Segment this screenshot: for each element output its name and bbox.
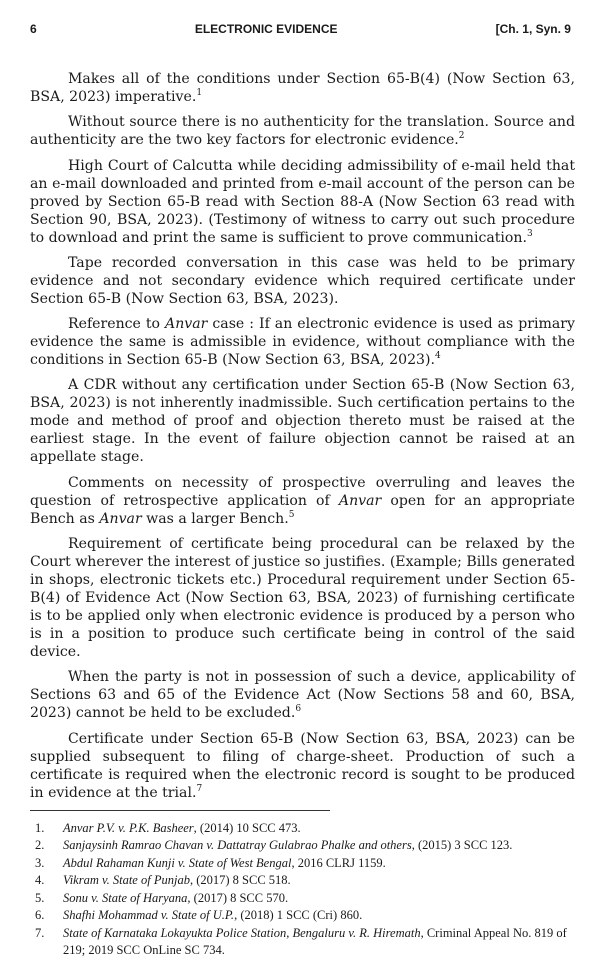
page-number: 6: [30, 22, 37, 36]
footnote-number: 7.: [35, 925, 45, 940]
paragraph-text: case : If an electronic evidence is used as primary evidence the same is admissible in evidence, without compliance with the conditions in Section 65-B (Now Section 63, BSA, 2023).: [30, 316, 575, 369]
case-parties: Abdul Rahaman Kunji v. State of West Bengal: [63, 855, 292, 870]
paragraph: [30, 668, 575, 722]
footnote-ref: 3: [526, 228, 533, 239]
footnote: [30, 907, 575, 925]
paragraph: [30, 113, 575, 149]
paragraph: [30, 376, 575, 466]
case-parties: Shafhi Mohammad v. State of U.P.: [63, 908, 235, 923]
case-name: Anvar: [99, 510, 142, 527]
case-name: Anvar: [338, 492, 382, 509]
paragraph-text: Makes all of the conditions under Section 65-B(4) (Now Section 63, BSA, 2023) imperative.: [30, 71, 575, 105]
footnote: [30, 820, 575, 838]
paragraph: [30, 157, 575, 247]
case-parties: Sonu v. State of Haryana: [63, 890, 188, 905]
case-citation: , (2014) 10 SCC 473.: [193, 820, 301, 835]
chapter-reference: [Ch. 1, Syn. 9: [495, 22, 571, 36]
paragraph: [30, 70, 575, 106]
case-parties: Vikram v. State of Punjab: [63, 873, 190, 888]
footnote-ref: 4: [434, 351, 441, 362]
paragraph-text: open for an appropriate Bench as: [30, 492, 575, 527]
footnote-number: 6.: [35, 908, 45, 923]
footnote: [30, 837, 575, 855]
paragraph-text: A CDR without any certification under Section 65-B (Now Section 63, BSA, 2023) is not inherently inadmissible. Such certification pertains to the mode and method of proof and objection thereto must be raised at the earliest stage. In the event of failure objection cannot be raised at an appellate stage.: [30, 377, 575, 466]
case-citation: , (2017) 8 SCC 518.: [189, 873, 291, 888]
footnotes-list: [30, 820, 575, 960]
paragraph: [30, 535, 575, 661]
case-citation: , Criminal Appeal No. 819 of 219; 2019 SCC OnLine SC 734.: [63, 925, 567, 958]
case-citation: , (2015) 3 SCC 123.: [411, 838, 513, 853]
paragraph-text: Requirement of certificate being procedural can be relaxed by the Court wherever the interest of justice so justifies. (Example; Bills generated in shops, electronic tickets etc.) Procedural requirement under Section 65-B(4) of Evidence Act (Now Section 63, BSA, 2023) of furnishing certificate is to be applied only when electronic evidence is produced by a person who is in a position to produce such certificate being in control of the said device.: [30, 536, 575, 661]
paragraph-text: High Court of Calcutta while deciding admissibility of e-mail held that an e-mail downloaded and printed from e-mail account of the person can be proved by Section 65-B read with Section 88-A (Now Section 63 read with Section 90, BSA, 2023). (Testimony of witness to carry out such procedure to download and print the same is sufficient to prove communication.: [30, 157, 575, 246]
paragraph-text: Reference to: [68, 316, 166, 333]
paragraph-text: Without source there is no authenticity for the translation. Source and authenticity are the two key factors for electronic evidence.: [30, 114, 575, 149]
footnote: [30, 872, 575, 890]
running-title: ELECTRONIC EVIDENCE: [194, 22, 338, 36]
paragraph: [30, 474, 575, 528]
case-citation: , 2016 CLRJ 1159.: [291, 855, 386, 870]
case-name: Anvar: [165, 316, 208, 333]
paragraph-text: When the party is not in possession of such a device, applicability of Sections 63 and 65 of the Evidence Act (Now Sections 58 and 60, BSA, 2023) cannot be held to be excluded.: [30, 669, 575, 722]
paragraph-text: was a larger Bench.: [141, 510, 289, 527]
paragraph: [30, 254, 575, 308]
footnote-number: 2.: [35, 838, 45, 853]
body-text: [30, 70, 575, 802]
paragraph: [30, 730, 575, 802]
footnote-ref: 1: [196, 88, 203, 98]
footnote-divider: [30, 810, 330, 811]
running-head: [30, 22, 575, 40]
footnote-ref: 7: [196, 783, 203, 794]
footnote: [30, 925, 575, 960]
footnote-ref: 6: [295, 704, 302, 715]
book-page: [30, 22, 575, 960]
footnote-number: 5.: [35, 890, 45, 905]
footnote-number: 1.: [35, 820, 45, 835]
case-citation: , (2018) 1 SCC (Cri) 860.: [234, 908, 363, 923]
footnote: [30, 890, 575, 908]
footnote-ref: 2: [458, 131, 465, 142]
paragraph-text: Comments on necessity of prospective overruling and leaves the question of retrospective application of: [30, 474, 575, 509]
case-citation: , (2017) 8 SCC 570.: [187, 890, 289, 905]
paragraph: [30, 315, 575, 369]
footnote-number: 3.: [35, 855, 45, 870]
footnote-ref: 5: [288, 509, 295, 520]
footnote: [30, 855, 575, 873]
case-parties: State of Karnataka Lokayukta Police Station, Bengaluru v. R. Hiremath: [63, 925, 421, 940]
paragraph-text: Certificate under Section 65-B (Now Section 63, BSA, 2023) can be supplied subsequent to filing of charge-sheet. Production of such a certificate is required when the electronic record is sought to be produced in evidence at the trial.: [30, 730, 575, 801]
case-parties: Anvar P.V. v. P.K. Basheer: [63, 820, 194, 835]
footnote-number: 4.: [35, 873, 45, 888]
paragraph-text: Tape recorded conversation in this case was held to be primary evidence and not secondary evidence which required certificate under Section 65-B (Now Section 63, BSA, 2023).: [30, 254, 575, 307]
case-parties: Sanjaysinh Ramrao Chavan v. Dattatray Gulabrao Phalke and others: [63, 838, 412, 853]
